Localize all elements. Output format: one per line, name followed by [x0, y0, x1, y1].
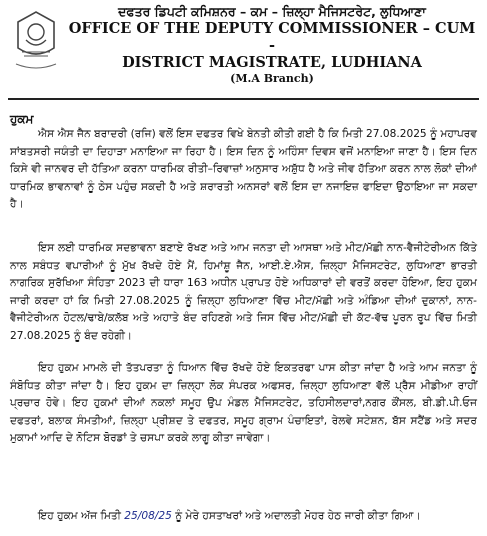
order-paragraph-1: ਐਸ ਐਸ ਜੈਨ ਬਰਾਦਰੀ (ਰਜਿ) ਵਲੋਂ ਇਸ ਦਫਤਰ ਵਿਖੇ ਬੇਨਤੀ ਕੀਤੀ ਗਈ ਹੈ ਕਿ ਮਿਤੀ 27.08.2025 ਨੂੰ ਮਹਾਪਰਵ ਸਾਂਬਤਸਰੀ ਜਯੰਤੀ ਦਾ ਦਿਹਾੜਾ ਮਨਾਇਆ ਜਾ ਰਿਹਾ ਹੈ। ਇਸ ਦਿਨ ਨੂੰ ਅਹਿੰਸਾ ਦਿਵਸ ਵਜੋਂ ਮਨਾਇਆ ਜਾਣਾ ਹੈ। ਇਸ ਦਿਨ ਕਿਸੇ ਵੀ ਜਾਨਵਰ ਦੀ ਹੱਤਿਆ ਕਰਨਾ ਧਾਰਮਿਕ ਰੀਤੀ–ਰਿਵਾਜ਼ਾਂ ਅਨੁਸਾਰ ਅਸ਼ੁੱਧ ਹੈ ਅਤੇ ਜੀਵ ਹੱਤਿਆ ਕਰਨ ਨਾਲ ਲੋਕਾਂ ਦੀਆਂ ਧਾਰਮਿਕ ਭਾਵਨਾਵਾਂ ਨੂੰ ਠੇਸ ਪਹੁੰਚ ਸਕਦੀ ਹੈ ਅਤੇ ਸ਼ਰਾਰਤੀ ਅਨਸਰਾਂ ਵਲੋਂ ਇਸ ਦਾ ਨਜਾਇਜ਼ ਫਾਇਦਾ ਉਠਾਇਆ ਜਾ ਸਕਦਾ ਹੈ। — [10, 128, 477, 210]
punjabi-office-title: ਦਫਤਰ ਡਿਪਟੀ ਕਮਿਸ਼ਨਰ – ਕਮ – ਜ਼ਿਲ੍ਹਾ ਮੈਜਿਸਟਰੇਟ, ਲੁਧਿਆਣਾ — [118, 4, 426, 19]
english-office-title-line1: OFFICE OF THE DEPUTY COMMISSIONER – CUM - — [68, 20, 476, 54]
order-paragraph-2: ਇਸ ਲਈ ਧਾਰਮਿਕ ਸਦਭਾਵਨਾ ਬਣਾਏ ਰੱਖਣ ਅਤੇ ਆਮ ਜਨਤਾ ਦੀ ਆਸਥਾ ਅਤੇ ਮੀਟ/ਮੱਛੀ ਨਾਨ-ਵੈਜੀਟੇਰੀਅਨ ਕਿੱਤੇ ਨਾਲ ਸਬੰਧਤ ਵਪਾਰੀਆਂ ਨੂੰ ਮੁੱਖ ਰੱਖਦੇ ਹੋਏ ਮੈਂ, ਹਿਮਾਂਸ਼ੂ ਜੈਨ, ਆਈ.ਏ.ਐਸ, ਜ਼ਿਲ੍ਹਾ ਮੈਜਿਸਟਰੇਟ, ਲੁਧਿਆਣਾ ਭਾਰਤੀ ਨਾਗਰਿਕ ਸੁਰੱਖਿਆ ਸੰਹਿਤਾ 2023 ਦੀ ਧਾਰਾ 163 ਅਧੀਨ ਪ੍ਰਾਪਤ ਹੋਏ ਅਧਿਕਾਰਾਂ ਦੀ ਵਰਤੋਂ ਕਰਦਾ ਹੋਇਆ, ਇਹ ਹੁਕਮ ਜਾਰੀ ਕਰਦਾ ਹਾਂ ਕਿ ਮਿਤੀ 27.08.2025 ਨੂੰ ਜ਼ਿਲ੍ਹਾ ਲੁਧਿਆਣਾ ਵਿੱਚ ਮੀਟ/ਮੱਛੀ ਅਤੇ ਅੰਡਿਆ ਦੀਆਂ ਦੁਕਾਨਾਂ, ਨਾਨ-ਵੈਜੀਟੇਰੀਅਨ ਹੋਟਲ/ਢਾਬੇ/ਕਲੱਬ ਅਤੇ ਅਹਾਤੇ ਬੰਦ ਰਹਿਣਗੇ ਅਤੇ ਜਿਸ ਵਿੱਚ ਮੀਟ/ਮੱਛੀ ਦੀ ਕੱਟ-ਵੱਢ ਪੂਰਨ ਰੂਪ ਵਿੱਚ ਮਿਤੀ 27.08.2025 ਨੂੰ ਬੰਦ ਰਹੇਗੀ। — [10, 242, 477, 342]
header-divider — [8, 98, 479, 100]
handwritten-date: 25/08/25 — [124, 510, 172, 522]
english-office-title-line2: DISTRICT MAGISTRATE, LUDHIANA — [122, 54, 422, 71]
government-of-punjab-emblem-icon — [10, 8, 62, 78]
order-paragraph-4 — [10, 508, 477, 526]
branch-name: (M.A Branch) — [230, 72, 314, 85]
order-heading: ਹੁਕਮ — [10, 112, 34, 126]
order-paragraph-3: ਇਹ ਹੁਕਮ ਮਾਮਲੇ ਦੀ ਤੱਤਪਰਤਾ ਨੂੰ ਧਿਆਨ ਵਿੱਚ ਰੱਖਦੇ ਹੋਏ ਇਕਤਰਫਾ ਪਾਸ ਕੀਤਾ ਜਾਂਦਾ ਹੈ ਅਤੇ ਆਮ ਜਨਤਾ ਨੂੰ ਸੰਬੋਧਿਤ ਕੀਤਾ ਜਾਂਦਾ ਹੈ। ਇਹ ਹੁਕਮ ਦਾ ਜ਼ਿਲ੍ਹਾ ਲੋਕ ਸੰਪਰਕ ਅਫਸਰ, ਜ਼ਿਲ੍ਹਾ ਲੁਧਿਆਣਾ ਵੱਲੋਂ ਪ੍ਰੈਸ ਮੀਡੀਆ ਰਾਹੀਂ ਪ੍ਰਚਾਰ ਹੋਵੇ। ਇਹ ਹੁਕਮਾਂ ਦੀਆਂ ਨਕਲਾਂ ਸਮੂਹ ਉਪ ਮੰਡਲ ਮੈਜਿਸਟਰੇਟ, ਤਹਿਸੀਲਦਾਰਾਂ,ਨਗਰ ਕੌਂਸਲ, ਬੀ.ਡੀ.ਪੀ.ਓਜ ਦਫਤਰਾਂ, ਬਲਾਕ ਸੰਮਤੀਆਂ, ਜ਼ਿਲ੍ਹਾ ਪ੍ਰੀਸ਼ਦ ਤੇ ਦਫਤਰ, ਸਮੂਹ ਗ੍ਰਾਮ ਪੰਚਾਇਤਾਂ, ਰੇਲਵੇ ਸਟੇਸ਼ਨ, ਬੱਸ ਸਟੈਂਡ ਅਤੇ ਸਦਰ ਮੁਕਾਮਾਂ ਆਦਿ ਦੇ ਨੋਟਿਸ ਬੋਰਡਾਂ ਤੇ ਚਸਪਾ ਕਰਕੇ ਲਾਗੂ ਕੀਤਾ ਜਾਵੇਗਾ। — [10, 362, 477, 444]
letterhead — [66, 4, 478, 85]
issue-text-after-date: ਨੂੰ ਮੇਰੇ ਹਸਤਾਖਰਾਂ ਅਤੇ ਅਦਾਲਤੀ ਮੋਹਰ ਹੇਠ ਜਾਰੀ ਕੀਤਾ ਗਿਆ। — [175, 510, 421, 522]
issue-text-before-date: ਇਹ ਹੁਕਮ ਅੱਜ ਮਿਤੀ — [38, 510, 121, 522]
